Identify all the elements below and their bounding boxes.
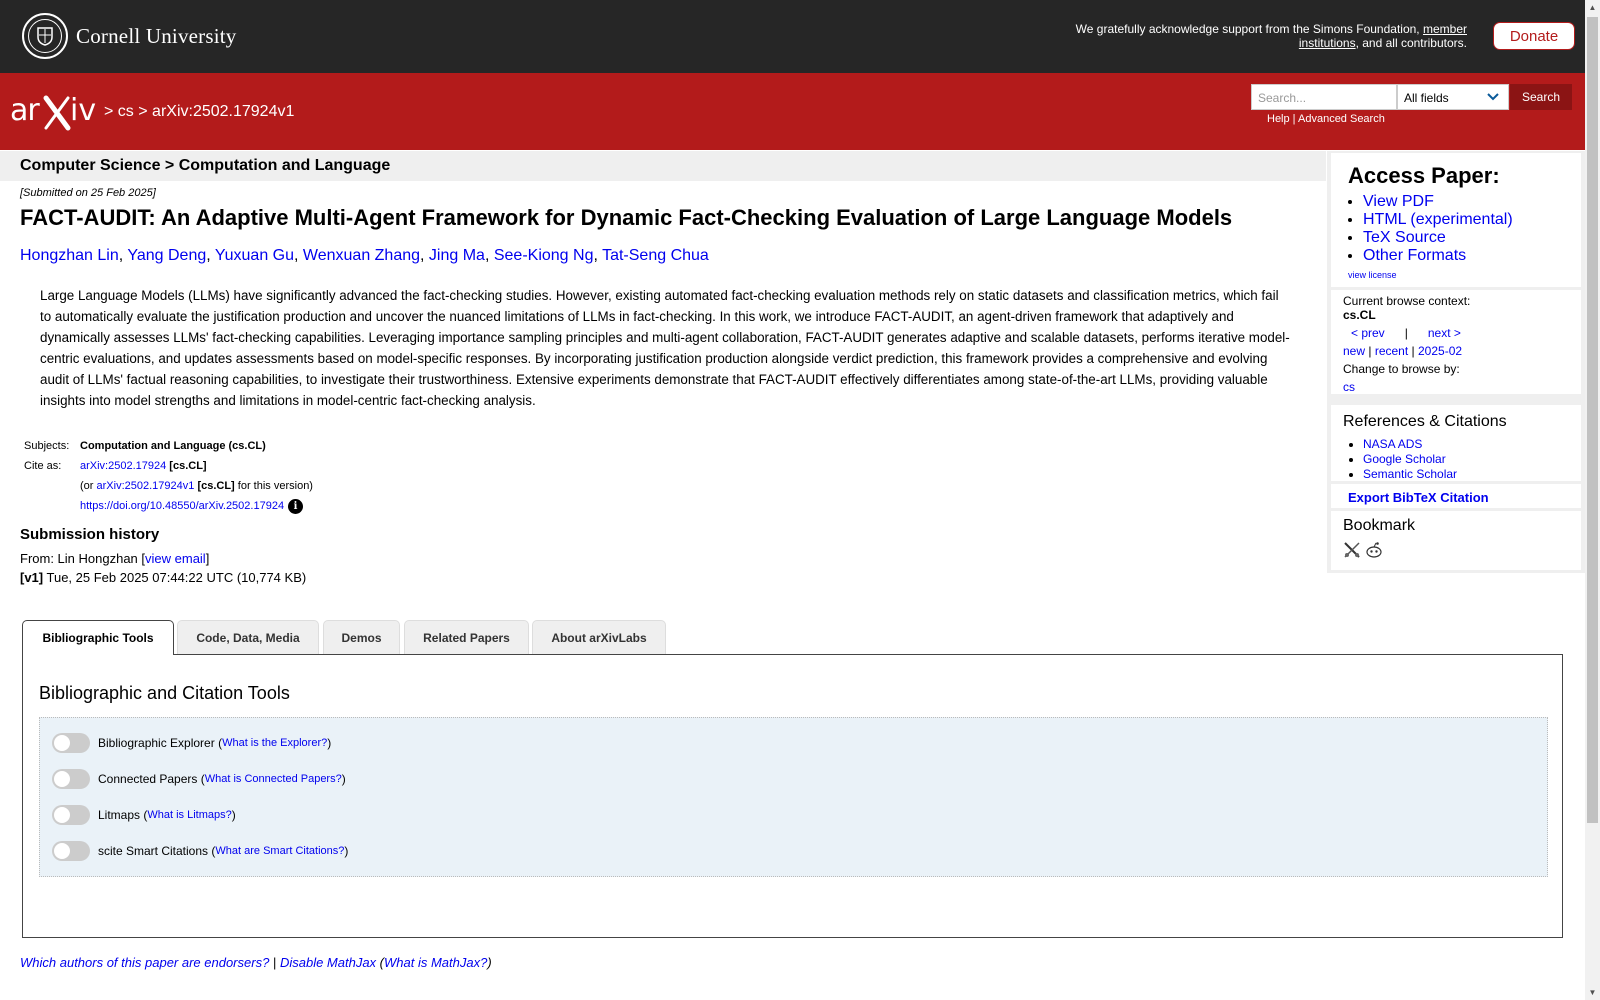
- subject-header: Computer Science > Computation and Language: [0, 151, 1326, 181]
- paper-title: FACT-AUDIT: An Adaptive Multi-Agent Framework for Dynamic Fact-Checking Evaluation of Large Language Models: [20, 205, 1233, 230]
- toggle-row: Litmaps ( What is Litmaps? ): [52, 804, 236, 826]
- support-text: We gratefully acknowledge support from the Simons Foundation, member institutions, and all contributors.: [1075, 22, 1467, 50]
- info-icon[interactable]: i: [288, 499, 303, 514]
- view-license-link[interactable]: view license: [1348, 270, 1397, 280]
- change-browse-label: Change to browse by:: [1343, 362, 1460, 376]
- other-formats-link[interactable]: Other Formats: [1363, 247, 1467, 264]
- tab-bibliographic-tools[interactable]: Bibliographic Tools: [22, 620, 174, 655]
- submitted-date: [Submitted on 25 Feb 2025]: [20, 187, 156, 199]
- author-link[interactable]: Hongzhan Lin: [20, 247, 119, 264]
- breadcrumb-cs[interactable]: cs: [117, 103, 134, 120]
- browse-context-box: Current browse context: cs.CL < prev | next > new | recent | 2025-02 Change to browse by: cs: [1331, 290, 1581, 394]
- help-link[interactable]: What is Connected Papers?: [204, 773, 342, 785]
- bibsonomy-icon[interactable]: [1343, 541, 1361, 564]
- search-input[interactable]: Search...: [1251, 84, 1397, 110]
- chevron-down-icon: [1486, 89, 1500, 106]
- author-list: Hongzhan Lin, Yang Deng, Yuxuan Gu, Wenxuan Zhang, Jing Ma, See-Kiong Ng, Tat-Seng Chua: [20, 247, 709, 264]
- donate-button[interactable]: Donate: [1493, 22, 1575, 50]
- submission-history-title: Submission history: [20, 526, 160, 543]
- endorsers-link[interactable]: Which authors of this paper are endorsers?: [20, 955, 270, 970]
- context-value: cs.CL: [1343, 308, 1376, 322]
- month-link[interactable]: 2025-02: [1418, 344, 1463, 358]
- cite-link[interactable]: arXiv:2502.17924: [80, 460, 167, 472]
- toggle-row: Connected Papers ( What is Connected Papers? ): [52, 768, 346, 790]
- reddit-icon[interactable]: [1365, 541, 1383, 564]
- author-link[interactable]: Yuxuan Gu: [214, 247, 295, 264]
- new-link[interactable]: new: [1343, 344, 1366, 358]
- page-scrollbar[interactable]: [1585, 0, 1600, 1000]
- metadata-table: Subjects: Computation and Language (cs.CL) Cite as: arXiv:2502.17924 [cs.CL] (or arXiv:2502.17924v1 [cs.CL] for this version) https://doi.org/10.48550/arXiv.2502.17924 i: [22, 436, 315, 516]
- abstract: Large Language Models (LLMs) have significantly advanced the fact-checking studies. However, existing automated fact-checking evaluation methods rely on static datasets and classification metrics, which fail to automatically evaluate the justification production and uncover the nuanced limitations of LLMs in fact-checking. In this work, we introduce FACT-AUDIT, an agent-driven framework that adaptively and dynamically assesses LLMs' fact-checking capabilities. Leveraging importance sampling principles and multi-agent collaboration, FACT-AUDIT generates adaptive and scalable datasets, performs iterative model-centric evaluations, and updates assessments based on model-specific responses. By incorporating justification production alongside verdict prediction, this framework provides a comprehensive and evolving audit of LLMs' factual reasoning capabilities, to investigate their trustworthiness. Extensive experiments demonstrate that FACT-AUDIT effectively differentiates among state-of-the-art LLMs, providing valuable insights into model strengths and limitations in model-centric fact-checking analysis.: [40, 288, 1290, 408]
- view-pdf-link[interactable]: View PDF: [1363, 193, 1434, 210]
- svg-text:ar: ar: [10, 93, 39, 128]
- search-field-select[interactable]: All fields: [1397, 84, 1509, 110]
- next-link[interactable]: next >: [1427, 326, 1461, 340]
- tab-related-papers[interactable]: Related Papers: [404, 620, 529, 654]
- advanced-search-link[interactable]: Advanced Search: [1298, 113, 1385, 125]
- subjects-value: Computation and Language (cs.CL): [80, 440, 266, 452]
- google-scholar-link[interactable]: Google Scholar: [1363, 452, 1446, 466]
- search-button[interactable]: Search: [1510, 84, 1572, 110]
- semantic-scholar-link[interactable]: Semantic Scholar: [1363, 467, 1458, 481]
- access-paper-title: Access Paper:: [1348, 163, 1500, 188]
- author-link[interactable]: Yang Deng: [127, 247, 207, 264]
- references-box: [1331, 405, 1581, 481]
- svg-text:iv: iv: [70, 93, 97, 128]
- context-label: Current browse context:: [1343, 294, 1471, 308]
- connected-papers-toggle[interactable]: [52, 769, 90, 789]
- tab-about-arxivlabs[interactable]: About arXivLabs: [532, 620, 666, 654]
- cornell-seal-icon: [22, 13, 68, 59]
- tab-code-data-media[interactable]: Code, Data, Media: [177, 620, 319, 654]
- arxiv-logo-icon[interactable]: [10, 92, 100, 137]
- export-bibtex-link[interactable]: Export BibTeX Citation: [1348, 490, 1489, 505]
- author-link[interactable]: Jing Ma: [428, 247, 485, 264]
- cite-version-link[interactable]: arXiv:2502.17924v1: [96, 480, 195, 492]
- browse-cs-link[interactable]: cs: [1343, 380, 1355, 394]
- what-mathjax-link[interactable]: What is MathJax?: [384, 955, 488, 970]
- version-entry: [v1] Tue, 25 Feb 2025 07:44:22 UTC (10,774 KB): [20, 570, 307, 585]
- cornell-logo[interactable]: [22, 13, 237, 59]
- author-link[interactable]: Tat-Seng Chua: [602, 247, 709, 264]
- tab-panel: [22, 654, 1563, 938]
- references-title: References & Citations: [1343, 413, 1507, 430]
- breadcrumb-paper-id: arXiv:2502.17924v1: [152, 103, 295, 120]
- tex-source-link[interactable]: TeX Source: [1363, 229, 1446, 246]
- subjects-label: Subjects:: [24, 440, 70, 452]
- bookmark-title: Bookmark: [1343, 517, 1416, 534]
- member-institutions-link[interactable]: member institutions: [1298, 22, 1467, 50]
- scroll-down-icon[interactable]: ▼: [1588, 988, 1597, 997]
- html-link[interactable]: HTML (experimental): [1363, 211, 1513, 228]
- author-link[interactable]: Wenxuan Zhang: [302, 247, 421, 264]
- scite-toggle[interactable]: [52, 841, 90, 861]
- submission-from: From: Lin Hongzhan [view email]: [20, 551, 210, 566]
- bookmark-box: [1331, 511, 1581, 570]
- doi-link[interactable]: https://doi.org/10.48550/arXiv.2502.17924: [80, 500, 285, 512]
- access-links: [1347, 193, 1513, 265]
- footer-links: Which authors of this paper are endorsers? | Disable MathJax (What is MathJax?): [20, 955, 492, 970]
- help-link[interactable]: What are Smart Citations?: [215, 845, 345, 857]
- help-link[interactable]: Help: [1267, 113, 1290, 125]
- references-links: [1343, 437, 1457, 482]
- arxiv-header: [0, 73, 1585, 150]
- tab-demos[interactable]: Demos: [323, 620, 400, 654]
- help-link[interactable]: What is the Explorer?: [222, 737, 328, 749]
- author-link[interactable]: See-Kiong Ng: [493, 247, 594, 264]
- toggle-row: Bibliographic Explorer ( What is the Explorer? ): [52, 732, 331, 754]
- access-paper-box: [1331, 153, 1581, 287]
- help-links: Help | Advanced Search: [1267, 113, 1385, 125]
- toggle-list: [39, 717, 1548, 877]
- bibliographic-explorer-toggle[interactable]: [52, 733, 90, 753]
- sidebar: [1327, 151, 1585, 573]
- scroll-up-icon[interactable]: ▲: [1588, 3, 1597, 12]
- recent-link[interactable]: recent: [1374, 344, 1409, 358]
- cite-label: Cite as:: [24, 460, 62, 472]
- litmaps-toggle[interactable]: [52, 805, 90, 825]
- panel-title: Bibliographic and Citation Tools: [39, 683, 290, 703]
- nasa-ads-link[interactable]: NASA ADS: [1363, 437, 1423, 451]
- top-banner: [0, 0, 1585, 73]
- scroll-thumb[interactable]: [1587, 17, 1598, 823]
- view-email-link[interactable]: view email: [145, 551, 206, 566]
- toggle-row: scite Smart Citations ( What are Smart Citations? ): [52, 840, 348, 862]
- university-name: Cornell University: [76, 23, 237, 48]
- breadcrumb: > cs > arXiv:2502.17924v1: [104, 103, 295, 120]
- help-link[interactable]: What is Litmaps?: [147, 809, 232, 821]
- export-box: [1331, 484, 1581, 508]
- disable-mathjax-link[interactable]: Disable MathJax: [279, 955, 377, 970]
- prev-link[interactable]: < prev: [1351, 326, 1385, 340]
